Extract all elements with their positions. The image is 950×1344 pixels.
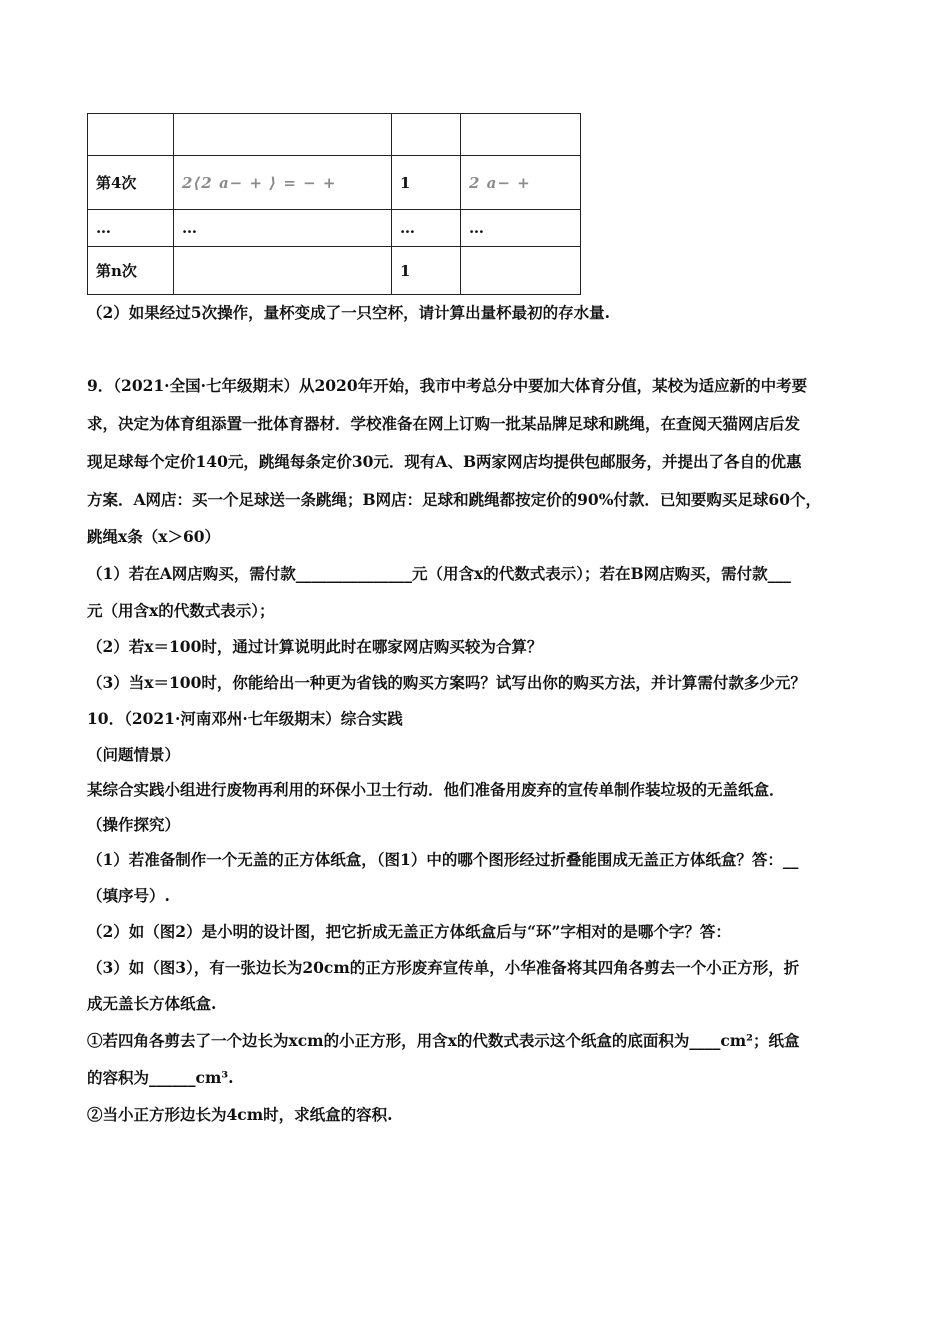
table-cell: … — [461, 210, 581, 247]
question-9-part-1: 元（用含x的代数式表示）； — [87, 601, 275, 620]
table-row — [88, 114, 581, 156]
section-heading: （问题情景） — [87, 745, 181, 764]
table-row — [88, 210, 581, 247]
table-cell — [174, 114, 392, 156]
table-cell-formula: 2⟨2 a− + ⟩ = − + — [174, 156, 392, 210]
question-9-text: 方案．A网店：买一个足球送一条跳绳；B网店：足球和跳绳都按定价的90%付款．已知要购买足球60个， — [87, 490, 821, 509]
question-10-sub-1: ①若四角各剪去了一个边长为xcm的小正方形，用含x的代数式表示这个纸盒的底面积为____cm²；纸盒 — [87, 1031, 800, 1050]
question-9-part-1: （1）若在A网店购买，需付款_______________元（用含x的代数式表示）；若在B网店购买，需付款___ — [87, 564, 791, 583]
table-cell — [461, 114, 581, 156]
question-9-text: 跳绳x条（x＞60） — [87, 527, 221, 546]
table-cell — [392, 114, 461, 156]
table-cell — [174, 247, 392, 295]
section-heading: （操作探究） — [87, 815, 181, 834]
table-cell: 第4次 — [88, 156, 174, 210]
question-8-part-2: （2）如果经过5次操作，量杯变成了一只空杯，请计算出量杯最初的存水量. — [87, 303, 610, 322]
table-cell — [88, 114, 174, 156]
question-10-sub-2: ②当小正方形边长为4cm时，求纸盒的容积. — [87, 1105, 393, 1124]
question-10-part-3: （3）如（图3），有一张边长为20cm的正方形废弃宣传单，小华准备将其四角各剪去一个小正方形，折 — [87, 958, 800, 977]
question-10-part-3: 成无盖长方体纸盒. — [87, 994, 217, 1013]
question-10-text: 某综合实践小组进行废物再利用的环保小卫士行动．他们准备用废弃的宣传单制作装垃圾的无盖纸盒． — [87, 780, 785, 799]
table-row — [88, 247, 581, 295]
table-row — [88, 156, 581, 210]
table-cell: 第n次 — [88, 247, 174, 295]
table-cell: … — [392, 210, 461, 247]
question-10-part-1: （填序号）. — [87, 886, 170, 905]
table-cell: … — [174, 210, 392, 247]
question-10-header: 10．（2021·河南邓州·七年级期末）综合实践 — [87, 709, 403, 728]
table-cell — [461, 247, 581, 295]
question-9-header: 9．（2021·全国·七年级期末）从2020年开始，我市中考总分中要加大体育分值，某校为适应新的中考要 — [87, 376, 808, 395]
question-10-part-2: （2）如（图2）是小明的设计图，把它折成无盖正方体纸盒后与“环”字相对的是哪个字？答： — [87, 922, 731, 941]
operation-table — [87, 113, 581, 295]
question-10-sub-1: 的容积为______cm³. — [87, 1068, 234, 1087]
table-cell: 1 — [392, 156, 461, 210]
question-9-part-3: （3）当x＝100时，你能给出一种更为省钱的购买方案吗？试写出你的购买方法，并计算需付款多少元？ — [87, 673, 806, 692]
question-10-part-1: （1）若准备制作一个无盖的正方体纸盒，（图1）中的哪个图形经过折叠能围成无盖正方体纸盒？答：__ — [87, 850, 799, 869]
table-cell-formula: 2 a− + — [461, 156, 581, 210]
question-9-text: 现足球每个定价140元，跳绳每条定价30元．现有A、B两家网店均提供包邮服务，并提出了各自的优惠 — [87, 452, 802, 471]
question-9-text: 求，决定为体育组添置一批体育器材．学校准备在网上订购一批某品牌足球和跳绳，在查阅天猫网店后发 — [87, 414, 801, 433]
question-9-part-2: （2）若x＝100时，通过计算说明此时在哪家网店购买较为合算？ — [87, 637, 543, 656]
table-cell: 1 — [392, 247, 461, 295]
table-cell: … — [88, 210, 174, 247]
